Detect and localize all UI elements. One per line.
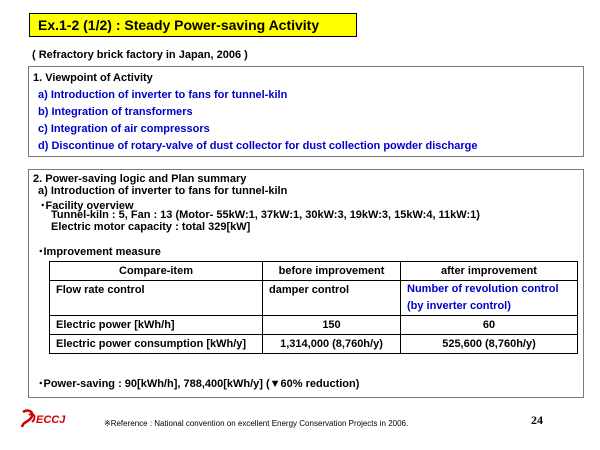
table-row (50, 281, 578, 316)
viewpoint-item-d: d) Discontinue of rotary-valve of dust collector for dust collection powder discharge (38, 140, 478, 152)
row-flow-after-line1: Number of revolution control (407, 283, 559, 295)
row-flow-after-line2: (by inverter control) (407, 300, 511, 312)
row-flow-before: damper control (263, 281, 401, 316)
reference-note: ※Reference : National convention on excellent Energy Conservation Projects in 2006. (104, 419, 409, 428)
improvement-label: ･Improvement measure (38, 246, 161, 258)
facility-line-2: Electric motor capacity : total 329[kW] (51, 221, 251, 233)
logo-text: ECCJ (36, 414, 66, 426)
summary-subheading: a) Introduction of inverter to fans for tunnel-kiln (38, 185, 288, 197)
row-power-after: 60 (401, 316, 578, 335)
comparison-table (49, 261, 578, 354)
table-row (50, 316, 578, 335)
page-number: 24 (531, 413, 543, 427)
header-after: after improvement (401, 262, 578, 281)
table-header-row (50, 262, 578, 281)
slide-title: Ex.1-2 (1/2) : Steady Power-saving Activity (29, 13, 357, 37)
slide-subtitle: ( Refractory brick factory in Japan, 2006 ) (32, 49, 248, 61)
viewpoint-item-c: c) Integration of air compressors (38, 123, 210, 135)
summary-heading: 2. Power-saving logic and Plan summary (33, 173, 247, 185)
row-power-before: 150 (263, 316, 401, 335)
viewpoint-heading: 1. Viewpoint of Activity (33, 72, 153, 84)
row-flow-after (401, 281, 578, 316)
viewpoint-item-a: a) Introduction of inverter to fans for tunnel-kiln (38, 89, 288, 101)
header-compare-item: Compare-item (50, 262, 263, 281)
row-power-item: Electric power [kWh/h] (50, 316, 263, 335)
header-before: before improvement (263, 262, 401, 281)
facility-line-1: Tunnel-kiln : 5, Fan : 13 (Motor- 55kW:1, 37kW:1, 30kW:3, 19kW:3, 15kW:4, 11kW:1) (51, 209, 480, 221)
viewpoint-item-b: b) Integration of transformers (38, 106, 193, 118)
power-saving-summary: ･Power-saving : 90[kWh/h], 788,400[kWh/y] (▼60% reduction) (38, 378, 360, 390)
row-flow-item: Flow rate control (50, 281, 263, 316)
row-consumption-before: 1,314,000 (8,760h/y) (263, 335, 401, 354)
row-consumption-after: 525,600 (8,760h/y) (401, 335, 578, 354)
table-row (50, 335, 578, 354)
facility-overview-label: ･Facility overview (40, 200, 134, 212)
row-consumption-item: Electric power consumption [kWh/y] (50, 335, 263, 354)
